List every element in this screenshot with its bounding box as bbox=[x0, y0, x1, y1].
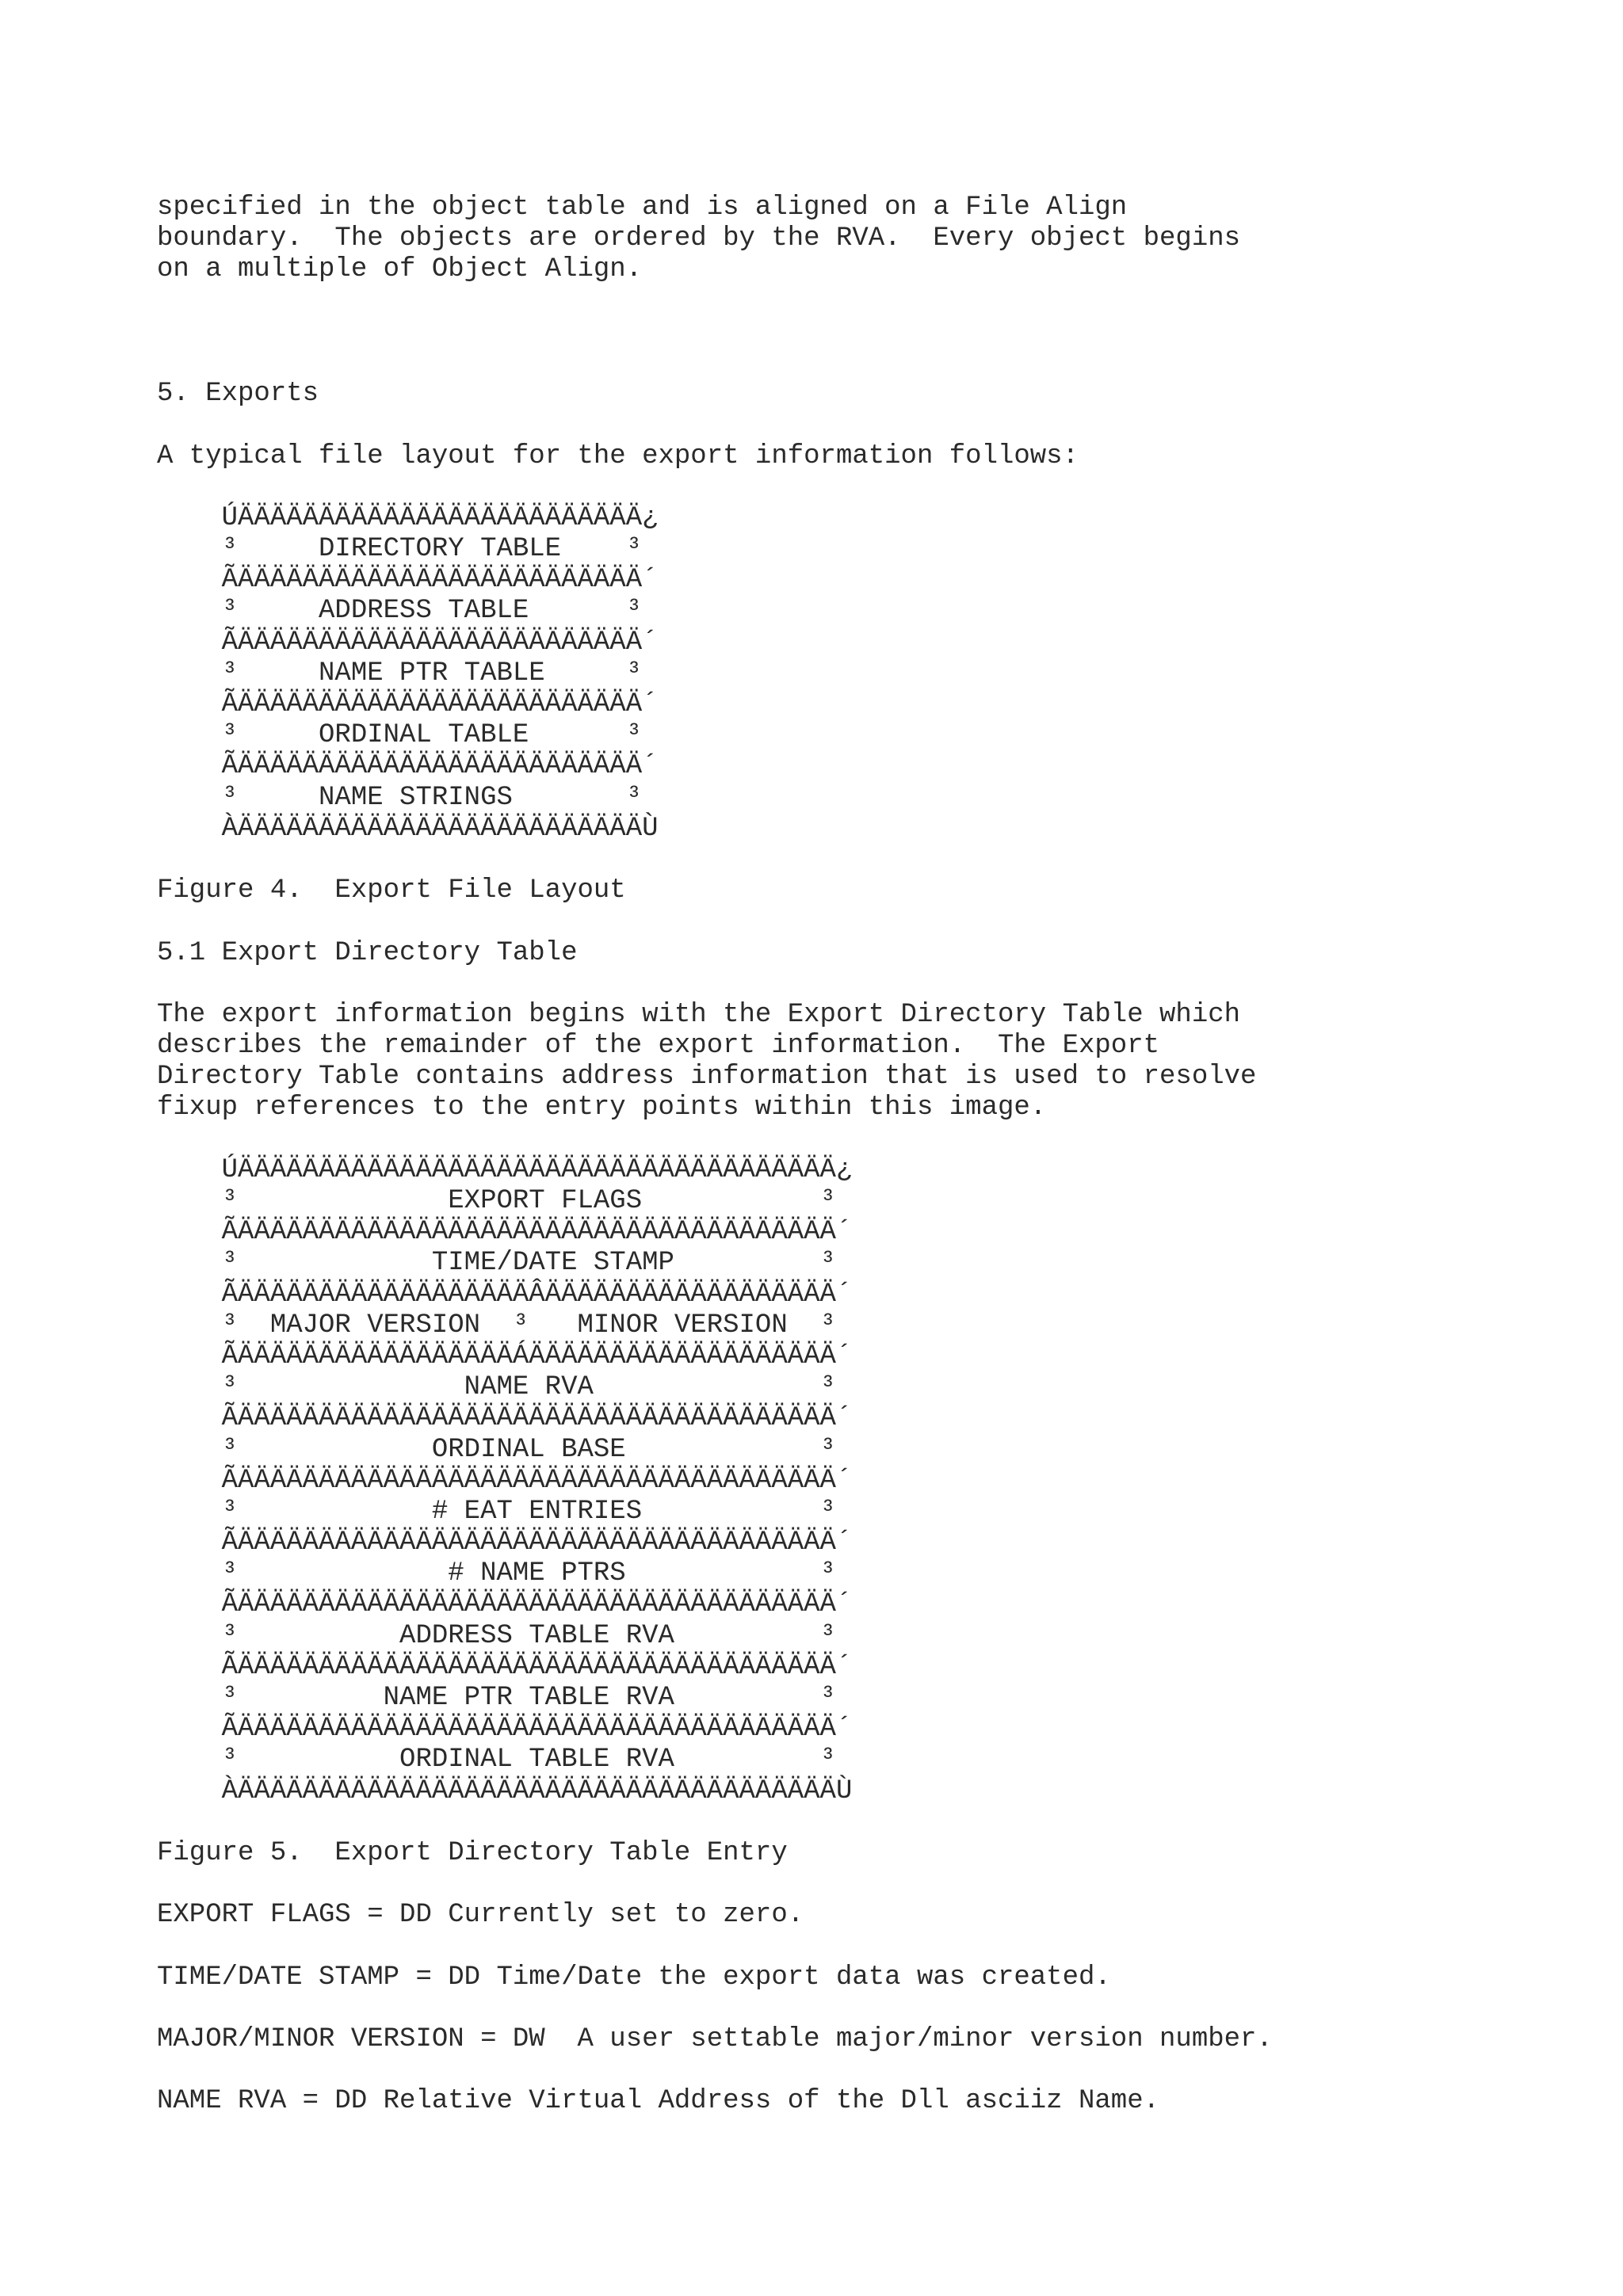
diagram-line: ³ # EAT ENTRIES ³ bbox=[157, 1496, 836, 1527]
section-heading: 5.1 Export Directory Table bbox=[157, 937, 578, 968]
diagram-line: ³ ADDRESS TABLE ³ bbox=[157, 596, 643, 627]
figure-caption: Figure 4. Export File Layout bbox=[157, 875, 626, 906]
diagram-line: ³ ORDINAL BASE ³ bbox=[157, 1434, 836, 1465]
blank-line bbox=[157, 286, 1583, 317]
blank-line bbox=[157, 969, 1583, 1000]
diagram-line: ³ TIME/DATE STAMP ³ bbox=[157, 1248, 836, 1279]
definition-line: EXPORT FLAGS = DD Currently set to zero. bbox=[157, 1900, 804, 1931]
diagram-line: ³ MAJOR VERSION ³ MINOR VERSION ³ bbox=[157, 1310, 836, 1341]
section-heading: 5. Exports bbox=[157, 379, 319, 410]
definition-line: NAME RVA = DD Relative Virtual Address of the Dll asciiz Name. bbox=[157, 2086, 1160, 2117]
text-line: Directory Table contains address information that is used to resolve bbox=[157, 1062, 1257, 1093]
blank-line bbox=[157, 1807, 1583, 1838]
text-line: fixup references to the entry points within this image. bbox=[157, 1093, 1047, 1123]
diagram-line: ³ NAME STRINGS ³ bbox=[157, 782, 643, 813]
diagram-line: ÃÄÄÄÄÄÄÄÄÄÄÄÄÄÄÄÄÄÄÄÄÄÄÄÄÄÄÄÄÄÄÄÄÄÄÄÄÄ´ bbox=[157, 1589, 853, 1620]
diagram-line: ³ # NAME PTRS ³ bbox=[157, 1558, 836, 1589]
diagram-line: ÀÄÄÄÄÄÄÄÄÄÄÄÄÄÄÄÄÄÄÄÄÄÄÄÄÄÄÄÄÄÄÄÄÄÄÄÄÄÙ bbox=[157, 1775, 853, 1806]
diagram-line: ÚÄÄÄÄÄÄÄÄÄÄÄÄÄÄÄÄÄÄÄÄÄÄÄÄÄÄÄÄÄÄÄÄÄÄÄÄÄ¿ bbox=[157, 1154, 853, 1185]
diagram-line: ÃÄÄÄÄÄÄÄÄÄÄÄÄÄÄÄÄÄÄÄÄÄÄÄÄÄ´ bbox=[157, 751, 659, 782]
diagram-line: ³ DIRECTORY TABLE ³ bbox=[157, 534, 643, 565]
diagram-line: ÃÄÄÄÄÄÄÄÄÄÄÄÄÄÄÄÄÄÄÄÄÄÄÄÄÄÄÄÄÄÄÄÄÄÄÄÄÄ´ bbox=[157, 1651, 853, 1682]
blank-line bbox=[157, 317, 1583, 348]
diagram-line: ÚÄÄÄÄÄÄÄÄÄÄÄÄÄÄÄÄÄÄÄÄÄÄÄÄÄ¿ bbox=[157, 502, 659, 533]
blank-line bbox=[157, 2055, 1583, 2086]
diagram-line: ÀÄÄÄÄÄÄÄÄÄÄÄÄÄÄÄÄÄÄÄÄÄÄÄÄÄÙ bbox=[157, 813, 659, 844]
text-line: The export information begins with the Export Directory Table which bbox=[157, 999, 1241, 1030]
diagram-line: ÃÄÄÄÄÄÄÄÄÄÄÄÄÄÄÄÄÄÄÄÄÄÄÄÄÄ´ bbox=[157, 627, 659, 658]
blank-line bbox=[157, 472, 1583, 503]
diagram-line: ÃÄÄÄÄÄÄÄÄÄÄÄÄÄÄÄÄÄÁÄÄÄÄÄÄÄÄÄÄÄÄÄÄÄÄÄÄÄ´ bbox=[157, 1341, 853, 1371]
diagram-line: ÃÄÄÄÄÄÄÄÄÄÄÄÄÄÄÄÄÄÄÄÄÄÄÄÄÄÄÄÄÄÄÄÄÄÄÄÄÄ´ bbox=[157, 1217, 853, 1248]
definition-line: MAJOR/MINOR VERSION = DW A user settable major/minor version number. bbox=[157, 2024, 1273, 2055]
text-line: specified in the object table and is aligned on a File Align bbox=[157, 193, 1128, 223]
definition-line: TIME/DATE STAMP = DD Time/Date the export data was created. bbox=[157, 1962, 1111, 1993]
blank-line bbox=[157, 845, 1583, 875]
diagram-line: ÃÄÄÄÄÄÄÄÄÄÄÄÄÄÄÄÄÄÄÄÄÄÄÄÄÄÄÄÄÄÄÄÄÄÄÄÄÄ´ bbox=[157, 1403, 853, 1434]
blank-line bbox=[157, 348, 1583, 379]
diagram-line: ³ NAME PTR TABLE ³ bbox=[157, 658, 643, 688]
blank-line bbox=[157, 906, 1583, 937]
blank-line bbox=[157, 1124, 1583, 1155]
diagram-line: ³ EXPORT FLAGS ³ bbox=[157, 1186, 836, 1216]
diagram-line: ³ NAME PTR TABLE RVA ³ bbox=[157, 1683, 836, 1713]
text-line: on a multiple of Object Align. bbox=[157, 254, 643, 285]
document-page bbox=[157, 193, 1583, 2118]
text-line: A typical file layout for the export information follows: bbox=[157, 441, 1079, 471]
diagram-line: ÃÄÄÄÄÄÄÄÄÄÄÄÄÄÄÄÄÄÄÄÄÄÄÄÄÄÄÄÄÄÄÄÄÄÄÄÄÄ´ bbox=[157, 1714, 853, 1745]
blank-line bbox=[157, 1932, 1583, 1962]
diagram-line: ÃÄÄÄÄÄÄÄÄÄÄÄÄÄÄÄÄÄÄÄÄÄÄÄÄÄÄÄÄÄÄÄÄÄÄÄÄÄ´ bbox=[157, 1527, 853, 1558]
blank-line bbox=[157, 1993, 1583, 2024]
diagram-line: ³ ADDRESS TABLE RVA ³ bbox=[157, 1620, 836, 1651]
diagram-line: ³ NAME RVA ³ bbox=[157, 1372, 836, 1403]
diagram-line: ³ ORDINAL TABLE RVA ³ bbox=[157, 1745, 836, 1775]
blank-line bbox=[157, 1869, 1583, 1900]
blank-line bbox=[157, 410, 1583, 441]
diagram-line: ÃÄÄÄÄÄÄÄÄÄÄÄÄÄÄÄÄÄÄÄÄÄÄÄÄÄ´ bbox=[157, 565, 659, 596]
text-line: describes the remainder of the export information. The Export bbox=[157, 1031, 1160, 1062]
diagram-line: ÃÄÄÄÄÄÄÄÄÄÄÄÄÄÄÄÄÄÄÄÄÄÄÄÄÄÄÄÄÄÄÄÄÄÄÄÄÄ´ bbox=[157, 1465, 853, 1496]
diagram-line: ÃÄÄÄÄÄÄÄÄÄÄÄÄÄÄÄÄÄÄÄÄÄÄÄÄÄ´ bbox=[157, 689, 659, 719]
diagram-line: ³ ORDINAL TABLE ³ bbox=[157, 720, 643, 751]
figure-caption: Figure 5. Export Directory Table Entry bbox=[157, 1837, 788, 1868]
text-line: boundary. The objects are ordered by the RVA. Every object begins bbox=[157, 223, 1241, 254]
diagram-line: ÃÄÄÄÄÄÄÄÄÄÄÄÄÄÄÄÄÄÄÂÄÄÄÄÄÄÄÄÄÄÄÄÄÄÄÄÄÄ´ bbox=[157, 1279, 853, 1310]
